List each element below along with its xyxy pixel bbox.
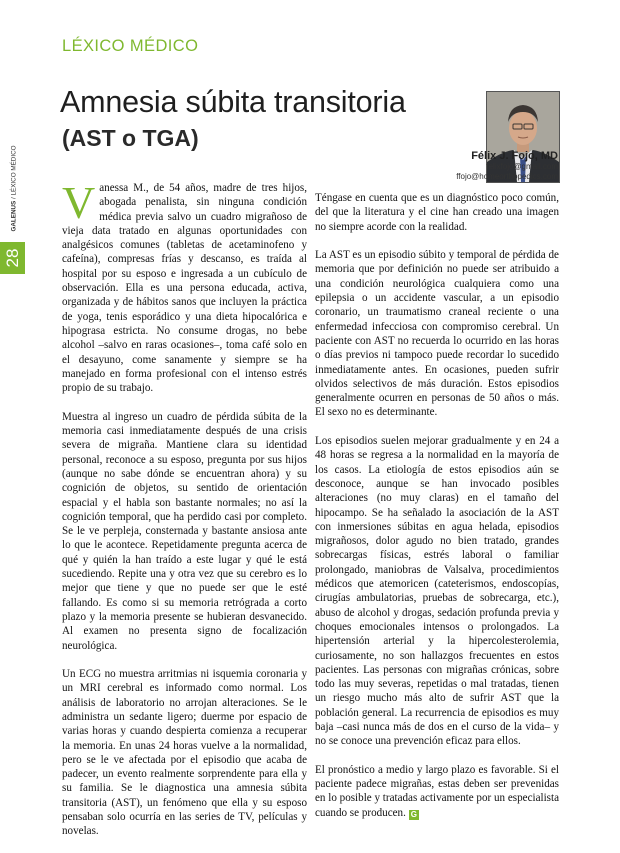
article-paragraph: Téngase en cuenta que es un diagnóstico poco común, del que la literatura y el cine han creado una imagen no siempre acorde con la realidad.	[315, 192, 559, 233]
magazine-name: GALENUS	[10, 200, 18, 232]
article-subtitle: (AST o TGA)	[62, 125, 199, 151]
paragraph-text: anessa M., de 54 años, madre de tres hijos, abogada penalista, sin ninguna condición médica previa salvo un cuadro migrañoso de vieja data tratado en algunas oportunidades con analgésicos comunes (tabletas de acetaminofeno y cafeína), compresas frías y descanso, es traída al hospital por su esposo e ingresada a un cubículo de observación. Ella es una persona educada, activa, organizada y de hábitos sanos que incluyen la práctica de yoga, tenis esporádico y una dieta hipocalórica e hipograsa estricta. No consume drogas, no bebe alcohol –salvo en raras ocasiones–, toma café solo en el desayuno, come sanamente y siempre se ha manejado en forma profesional con el intenso estrés propio de su trabajo.	[62, 182, 307, 395]
paragraph-text: El pronóstico a medio y largo plazo es favorable. Si el paciente padece migrañas, estas deben ser prevenidas en lo posible y tratadas activamente por un especialista cuando se producen.	[315, 763, 559, 819]
article-paragraph	[62, 177, 307, 395]
end-mark-icon: G	[410, 809, 417, 819]
running-section: / LÉXICO MÉDICO	[10, 145, 18, 199]
article-paragraph: La AST es un episodio súbito y temporal de pérdida de memoria que por definición no puede ser atribuido a una condición neurológica cualquiera como una epilepsia o un accidente vascular, a un episodio coronario, un traumatismo craneal reciente o una enfermedad infecciosa con compromiso cerebral. Un paciente con AST no recuerda lo ocurrido en las horas o días previos ni tampoco puede recordar lo sucedido inmediatamente antes. En ocasiones, pueden sufrir olvidos selectivos de más duración. Estos episodios generalmente ocurren en personas de 50 años o más. El sexo no es determinante.	[315, 249, 559, 419]
running-header	[11, 139, 18, 239]
section-label: LÉXICO MÉDICO	[62, 37, 199, 55]
author-email-secondary: ffojo@homeorthopedics.com	[456, 172, 558, 181]
article-column-right	[315, 191, 559, 834]
article-paragraph: Los episodios suelen mejorar gradualmente y en 24 a 48 horas se regresa a la normalidad en la mayoría de los casos. La etiología de estos episodios aún se desconoce, aunque se han invocado posibles alteraciones (no muy claras) en el tamaño del hipocampo. Se ha señalado la asociación de la AST con inmersiones súbitas en agua helada, episodios migrañosos, dolor agudo no bien tratado, grandes sobrecargas físicas, estrés laboral o familiar prolongado, maniobras de Valsalva, procedimientos médicos que atemoricen (cateterismos, endoscopías, cirugías ambulatorias, pruebas de sobrecarga, etc.), abuso de alcohol y drogas, sedación profunda previa y choques emocionales intensos o prolongados. La hipertensión arterial y la hipercolesterolemia, curiosamente, no son hallazgos frecuentes en estos pacientes. Las personas con migrañas crónicas, sobre todo las muy severas, repetidas o mal tratadas, tienen un riesgo mucho más alto de sufrir AST que la población general. La recurrencia de episodios es muy baja –casi nunca más de dos en el curso de la vida– y no se conoce una prevención eficaz para ellos.	[315, 435, 559, 748]
author-name: Félix J. Fojo, MD	[471, 150, 558, 162]
article-paragraph: Muestra al ingreso un cuadro de pérdida súbita de la memoria casi inmediatamente después de una crisis severa de migraña. Mantiene clara su identidad personal, reconoce a su esposo, pregunta por sus hijos (aunque no sabe dónde se encuentran ahora) y su cognición de objetos, su sentido de orientación espacial y el habla son bastante normales; no así la cognición temporal, que ha perdido casi por completo. Se le ve perpleja, consternada y bastante ansiosa ante lo que le acontece. Repetidamente pregunta acerca de qué y quién la han traído a este lugar y qué le está sucediendo. Repite una y otra vez que su cerebro es lo mejor que tiene y que no puede ser que le esté fallando. Es como si su memoria retrógrada a corto plazo y la memoria presente se hubieran desvanecido. Al examen no presenta signo de focalización neurológica.	[62, 410, 307, 652]
article-title: Amnesia súbita transitoria	[60, 85, 406, 119]
page-number: 28	[3, 248, 22, 268]
article-column-left	[62, 177, 307, 853]
author-email: felixfojo@gmail.com	[486, 162, 558, 171]
article-paragraph	[315, 763, 559, 820]
author-block	[456, 150, 558, 182]
article-paragraph: Un ECG no muestra arritmias ni isquemia coronaria y un MRI cerebral es informado como normal. Los análisis de laboratorio no arrojan alteraciones. Se le administra un sedante ligero; duerme por espacio de varias horas y cuando despierta comienza a recuperar la memoria. En unas 24 horas vuelve a la normalidad, pero se le ve afectada por el episodio que acaba de padecer, un evento realmente sorprendente para ella y su familia. Se le diagnostica una amnesia súbita transitoria (AST), un fenómeno que ella y su esposo pensaban solo ocurría en las series de TV, películas y novelas.	[62, 668, 307, 838]
drop-cap: V	[62, 177, 96, 228]
